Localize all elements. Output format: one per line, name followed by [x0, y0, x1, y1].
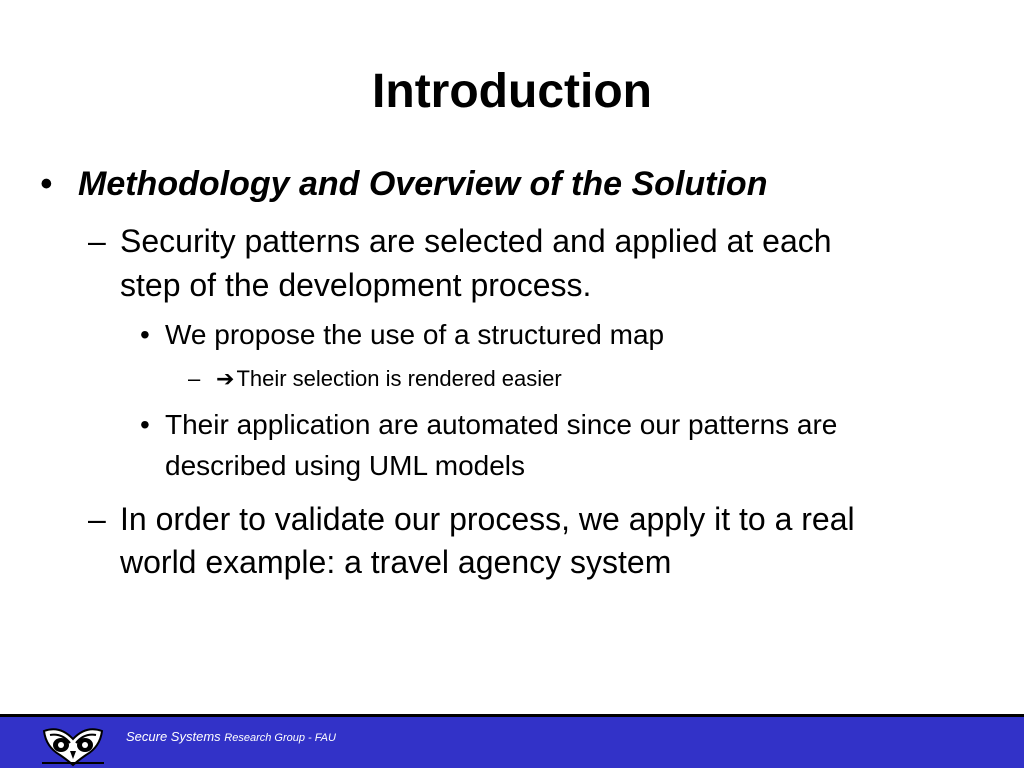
bullet-text: Their selection is rendered easier	[236, 366, 562, 391]
bullet-text-line: world example: a travel agency system	[120, 544, 672, 580]
bullet-text-line: Security patterns are selected and applied at each	[120, 223, 832, 259]
dash-marker: –	[188, 366, 201, 391]
dash-marker: –	[88, 223, 106, 259]
bullet-text-line: Their application are automated since our patterns are	[165, 409, 838, 440]
bullet-text-line: step of the development process.	[120, 267, 592, 303]
footer-bar	[0, 714, 1024, 768]
footer-text-part1: Secure Systems	[126, 729, 221, 744]
arrow-right-icon: ➔	[216, 367, 235, 392]
bullet-text-line: In order to validate our process, we apply it to a real	[120, 501, 855, 537]
slide-title: Introduction	[372, 65, 652, 118]
owl-logo-icon	[40, 725, 106, 767]
bullet-text-line: described using UML models	[165, 450, 526, 481]
bullet-text-line	[216, 364, 562, 395]
footer-credit	[126, 729, 336, 744]
dash-marker: –	[88, 501, 106, 537]
bullet-marker: •	[140, 409, 150, 440]
footer-text-part2: Research Group - FAU	[224, 732, 336, 744]
bullet-marker: •	[40, 165, 52, 203]
bullet-heading: Methodology and Overview of the Solution	[78, 165, 768, 203]
bullet-text-line: We propose the use of a structured map	[165, 319, 665, 350]
bullet-marker: •	[140, 319, 150, 350]
